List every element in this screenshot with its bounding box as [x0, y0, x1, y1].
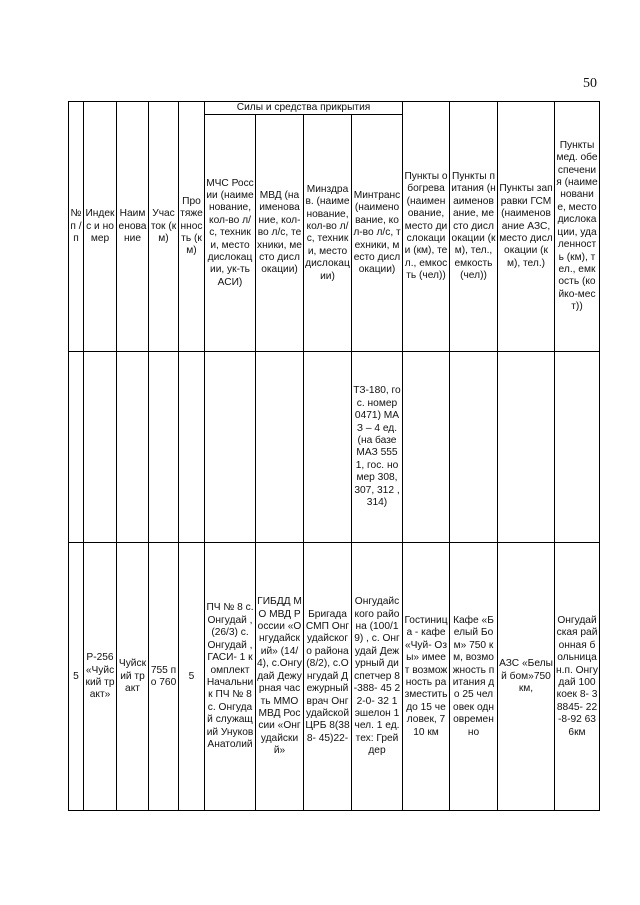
table-row: [69, 352, 600, 543]
row5-section: 755 по 760: [149, 543, 179, 811]
header-num: № п / п: [69, 102, 84, 352]
header-med: Пункты мед. обеспечения (наименование, место дислокации, удаленность (км), тел., емкость (койко-мест)): [555, 102, 600, 352]
row5-name: Чуйский тракт: [117, 543, 149, 811]
header-name: Наименование: [117, 102, 149, 352]
header-mvd: МВД (наименование, кол-во л/с, техники, место дислокации): [256, 115, 304, 352]
header-mintrans: Минтранс (наименование, кол-во л/с, техники, место дислокации): [352, 115, 403, 352]
table-row: [69, 543, 600, 811]
row5-length: 5: [179, 543, 205, 811]
header-forces-group: Силы и средства прикрытия: [205, 102, 403, 115]
header-row: [69, 102, 600, 115]
row5-heating: Гостиница - кафе «Чуй- Озы» имеет возможность разместить до 15 человек, 710 км: [403, 543, 450, 811]
header-heating: Пункты обогрева (наименование, место дислокации (км), тел., емкость (чел)): [403, 102, 450, 352]
header-food: Пункты питания (наименование, место дислокации (км), тел., емкость (чел)): [450, 102, 498, 352]
row5-mintrans: Онгудайского района (100/19) , с. Онгудай Дежурный диспетчер 8-388- 45 22-0- 32 1 эшелон 1 чел. 1 ед. тех: Грейдер: [352, 543, 403, 811]
row5-food: Кафе «Белый Бом» 750 км, возможность питания до 25 человек одновременно: [450, 543, 498, 811]
row5-med: Онгудайская районная больница н.п. Онгудай 100 коек 8- 38845- 22-8-92 636км: [555, 543, 600, 811]
header-fuel: Пункты заправки ГСМ (наименование АЗС, место дислокации (км), тел.): [498, 102, 555, 352]
row5-mvd: ГИБДД МО МВД России «Онгудайский» (14/4), с.Онгудай Дежурная часть ММО МВД России «Онгудайский»: [256, 543, 304, 811]
header-minzdrav: Минздрав. (наименование, кол-во л/с, техники, место дислокации): [304, 115, 352, 352]
row5-mchs: ПЧ № 8 с. Онгудай , (26/3) с. Онгудай , ГАСИ- 1 комплект Начальник ПЧ № 8 с. Онгудай служащий Унуков Анатолий: [205, 543, 256, 811]
coverage-table: [68, 101, 600, 811]
header-section: Участок (км): [149, 102, 179, 352]
row5-fuel: АЗС «Белый бом»750 км,: [498, 543, 555, 811]
header-length: Протяженность (км): [179, 102, 205, 352]
header-index: Индекс и номер: [84, 102, 117, 352]
header-mchs: МЧС России (наименование, кол-во л/с, техники, место дислокации, ук-ть АСИ): [205, 115, 256, 352]
row5-num: 5: [69, 543, 84, 811]
page-number: 50: [583, 76, 597, 91]
continued-mintrans: ТЗ-180, гос. номер 0471) МАЗ – 4 ед. (на базе МАЗ 5551, гос. номер 308, 307, 312 , 314): [352, 352, 403, 543]
row5-index: Р-256 «Чуйский тракт»: [84, 543, 117, 811]
row5-minzdrav: Бригада СМП Онгудайского района (8/2), с.Онгудай Дежурный врач Онгудайской ЦРБ 8(388- 45)22-: [304, 543, 352, 811]
